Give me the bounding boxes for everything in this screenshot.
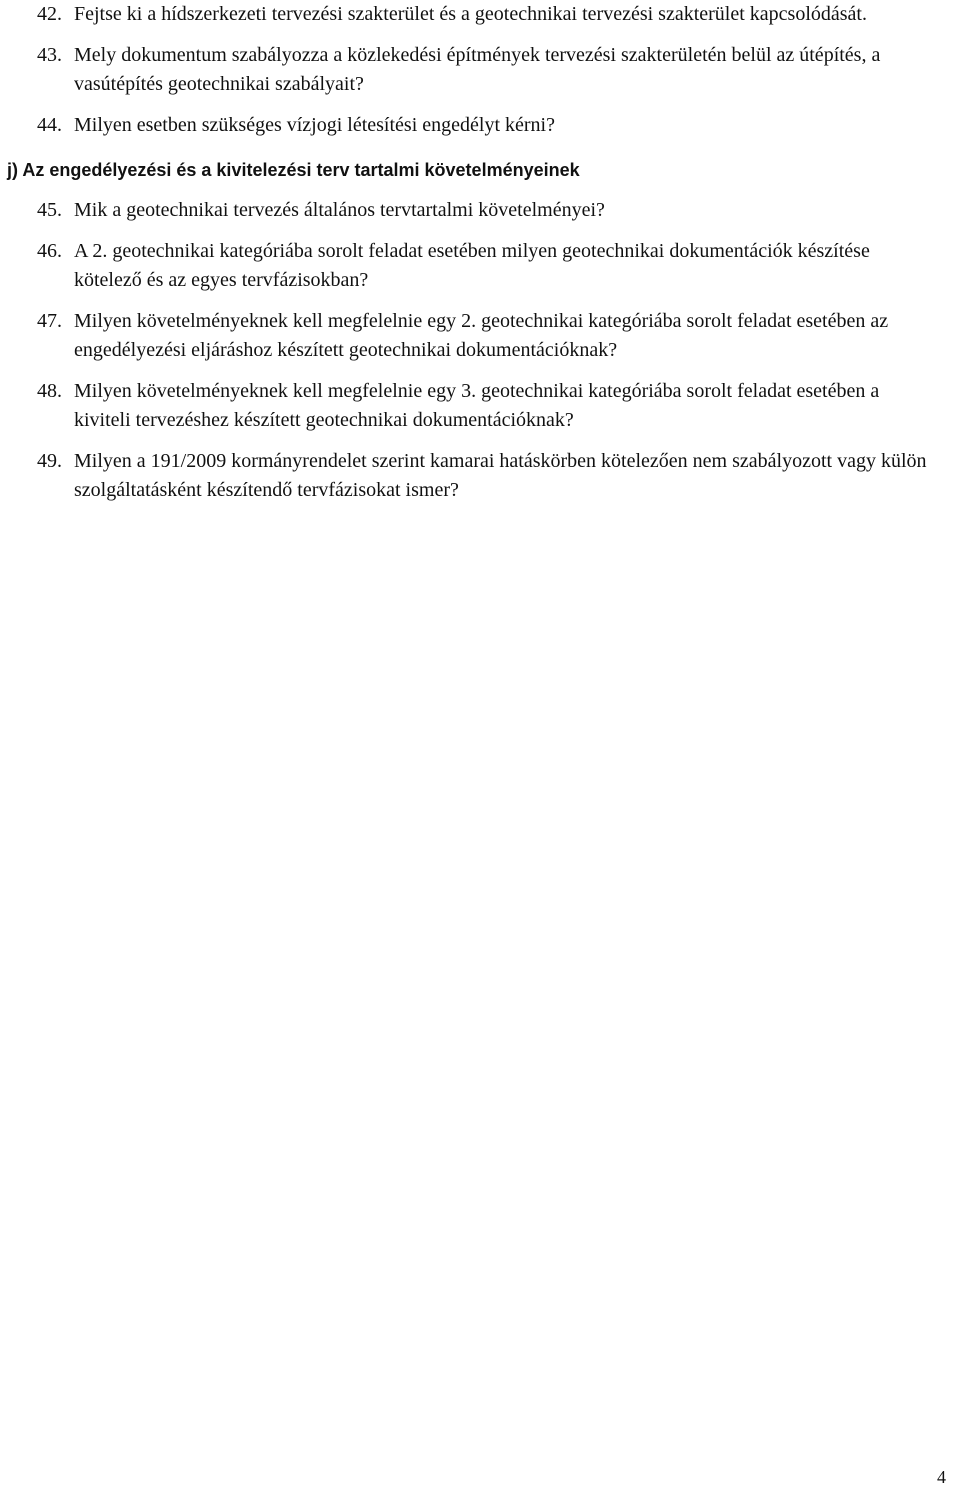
question-43 [37,41,937,99]
question-47 [37,307,937,365]
question-text: Mely dokumentum szabályozza a közlekedési építmények tervezési szakterületén belül az útépítés, a vasútépítés geotechnikai szabályait? [74,44,881,95]
question-text: Milyen követelményeknek kell megfelelnie egy 3. geotechnikai kategóriába sorolt feladat esetében a kiviteli tervezéshez készített geotechnikai dokumentációknak? [74,380,880,431]
question-46 [37,237,937,295]
question-49 [37,447,937,505]
section-heading: j) Az engedélyezési és a kivitelezési terv tartalmi követelményeinek [7,160,580,180]
question-text: Milyen a 191/2009 kormányrendelet szerint kamarai hatáskörben kötelezően nem szabályozott vagy külön szolgáltatásként készítendő tervfázisokat ismer? [74,450,927,501]
question-list-bottom [37,196,937,505]
page-number: 4 [937,1467,946,1487]
question-number: 47. [37,310,62,332]
question-text: Milyen esetben szükséges vízjogi létesítési engedélyt kérni? [74,114,555,136]
question-text: A 2. geotechnikai kategóriába sorolt feladat esetében milyen geotechnikai dokumentációk készítése kötelező és az egyes tervfázisokban? [74,240,870,291]
question-number: 43. [37,44,62,66]
question-text: Fejtse ki a hídszerkezeti tervezési szakterület és a geotechnikai tervezési szakterület kapcsolódását. [74,3,867,25]
question-42 [37,0,937,29]
question-number: 48. [37,380,62,402]
question-number: 46. [37,240,62,262]
question-number: 49. [37,450,62,472]
question-text: Milyen követelményeknek kell megfelelnie egy 2. geotechnikai kategóriába sorolt feladat esetében az engedélyezési eljáráshoz készített geotechnikai dokumentációknak? [74,310,889,361]
question-text: Mik a geotechnikai tervezés általános tervtartalmi követelményei? [74,199,605,221]
page-content [7,0,937,505]
question-48 [37,377,937,435]
question-number: 45. [37,199,62,221]
question-number: 42. [37,3,62,25]
question-45 [37,196,937,225]
question-list-top [37,0,937,140]
question-number: 44. [37,114,62,136]
question-44 [37,111,937,140]
